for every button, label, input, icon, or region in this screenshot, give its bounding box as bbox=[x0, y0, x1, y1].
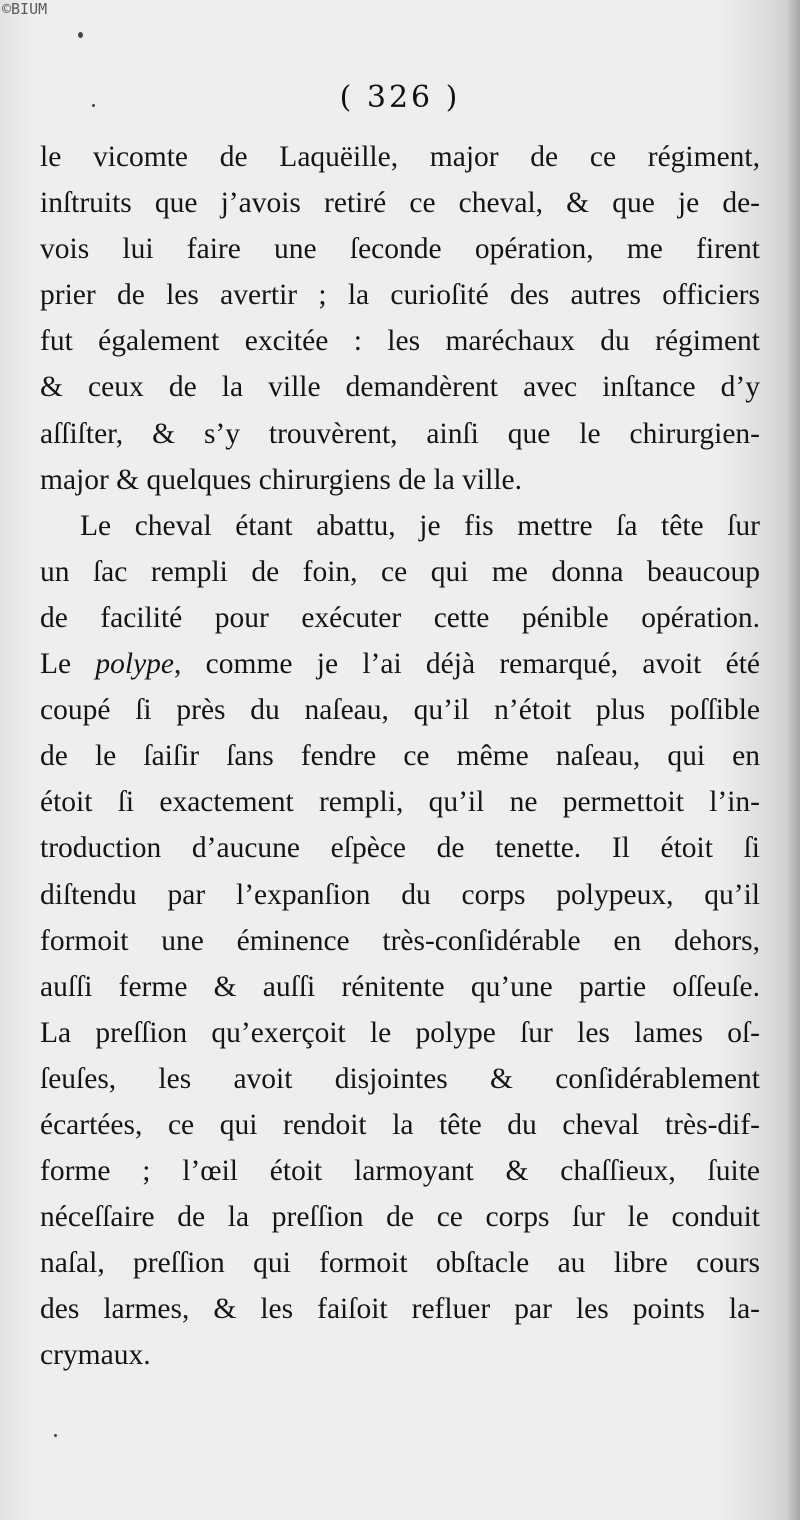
text-line: inſtruits que j’avois retiré ce cheval, & que je de- bbox=[40, 187, 760, 220]
text-line: forme ; l’œil étoit larmoyant & chaſſieux, ſuite bbox=[40, 1155, 760, 1188]
text-line bbox=[40, 641, 760, 687]
text-fragment: , comme je l’ai déjà remarqué, avoit été bbox=[174, 648, 760, 681]
text-line: auſſi ferme & auſſi rénitente qu’une partie oſſeuſe. bbox=[40, 970, 760, 1003]
text-line: néceſſaire de la preſſion de ce corps ſur le conduit bbox=[40, 1201, 760, 1234]
text-line: & ceux de la ville demandèrent avec inſtance d’y bbox=[40, 371, 760, 404]
text-line: formoit une éminence très-conſidérable en dehors, bbox=[40, 924, 760, 957]
text-line: aſſiſter, & s’y trouvèrent, ainſi que le chirurgien- bbox=[40, 417, 760, 450]
text-line: fut également excitée : les maréchaux du régiment bbox=[40, 325, 760, 358]
text-line: Le cheval étant abattu, je fis mettre ſa tête ſur bbox=[80, 509, 760, 542]
text-line: troduction d’aucune eſpèce de tenette. Il étoit ſi bbox=[40, 832, 760, 865]
body-text bbox=[40, 134, 760, 1379]
text-line: vois lui faire une ſeconde opération, me firent bbox=[40, 233, 760, 266]
ink-speck bbox=[78, 32, 83, 38]
text-line: coupé ſi près du naſeau, qu’il n’étoit plus poſſible bbox=[40, 694, 760, 727]
text-line: crymaux. bbox=[40, 1339, 151, 1372]
text-line: La preſſion qu’exerçoit le polype ſur les lames oſ- bbox=[40, 1016, 760, 1049]
text-line: un ſac rempli de foin, ce qui me donna beaucoup bbox=[40, 555, 760, 588]
text-line: de le ſaiſir ſans fendre ce même naſeau, qui en bbox=[40, 740, 760, 773]
text-line: de facilité pour exécuter cette pénible opération. bbox=[40, 601, 760, 634]
text-line: le vicomte de Laquëille, major de ce régiment, bbox=[40, 141, 760, 173]
page-edge-shadow bbox=[786, 0, 800, 1520]
text-line: naſal, preſſion qui formoit obſtacle au libre cours bbox=[40, 1247, 760, 1280]
text-line: major & quelques chirurgiens de la ville. bbox=[40, 463, 522, 496]
text-line: prier de les avertir ; la curioſité des autres officiers bbox=[40, 279, 760, 312]
italic-term: polype bbox=[95, 648, 175, 681]
text-line: étoit ſi exactement rempli, qu’il ne permettoit l’in- bbox=[40, 786, 760, 819]
ink-speck bbox=[54, 1434, 57, 1437]
text-line: des larmes, & les faiſoit refluer par les points la- bbox=[40, 1293, 760, 1326]
text-fragment: Le bbox=[40, 648, 96, 681]
text-line: écartées, ce qui rendoit la tête du cheval très-dif- bbox=[40, 1108, 760, 1141]
text-line: diſtendu par l’expanſion du corps polypeux, qu’il bbox=[40, 878, 760, 911]
page-number: ( 326 ) bbox=[339, 80, 461, 115]
library-watermark: ©BIUM bbox=[2, 0, 48, 18]
text-line: ſeuſes, les avoit disjointes & conſidérablement bbox=[40, 1062, 760, 1095]
